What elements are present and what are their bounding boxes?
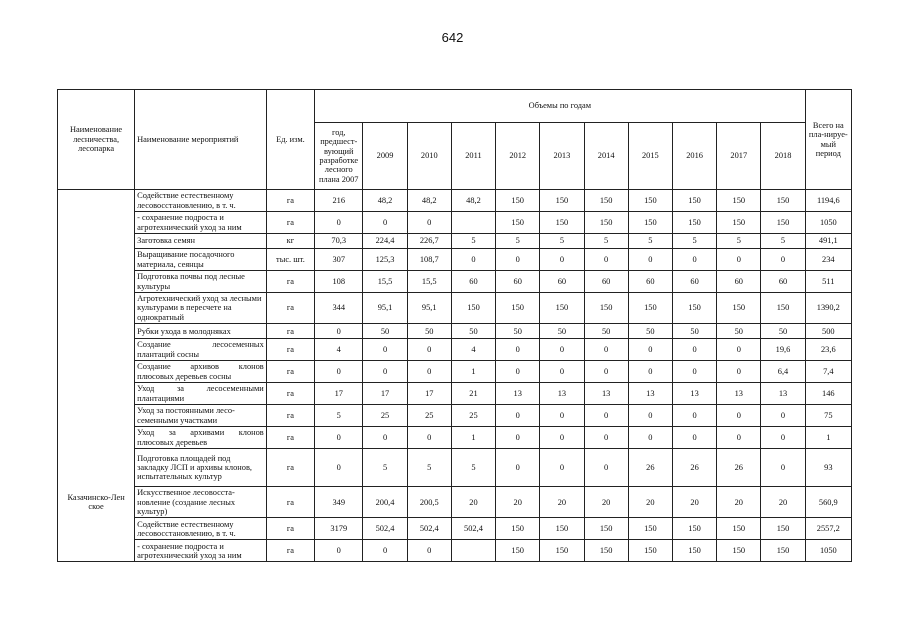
- value-cell: 0: [584, 449, 628, 487]
- value-cell: 0: [540, 249, 584, 271]
- header-year: 2009: [363, 123, 407, 190]
- value-cell: 502,4: [451, 518, 495, 540]
- value-cell: 150: [761, 518, 805, 540]
- header-year: 2018: [761, 123, 805, 190]
- value-cell: 150: [540, 212, 584, 234]
- table-row: [58, 361, 852, 383]
- table-header: [58, 90, 852, 190]
- value-cell: 502,4: [407, 518, 451, 540]
- activity-cell: Рубки ухода в молодняках: [135, 324, 267, 339]
- value-cell: 0: [496, 449, 540, 487]
- header-year: 2010: [407, 123, 451, 190]
- forestry-cell: [58, 339, 135, 361]
- value-cell: 150: [761, 212, 805, 234]
- table-body: [58, 190, 852, 562]
- value-cell: 20: [584, 487, 628, 518]
- forestry-cell: [58, 540, 135, 562]
- value-cell: 150: [717, 212, 761, 234]
- header-unit: Ед. изм.: [266, 90, 314, 190]
- value-cell: 502,4: [363, 518, 407, 540]
- value-cell: 0: [540, 405, 584, 427]
- total-cell: 560,9: [805, 487, 851, 518]
- value-cell: 60: [584, 271, 628, 293]
- value-cell: 150: [584, 540, 628, 562]
- table-row: [58, 427, 852, 449]
- value-cell: 150: [761, 540, 805, 562]
- value-cell: 5: [451, 449, 495, 487]
- table-row: [58, 487, 852, 518]
- total-cell: 7,4: [805, 361, 851, 383]
- value-cell: 13: [540, 383, 584, 405]
- value-cell: 0: [761, 449, 805, 487]
- value-cell: 0: [315, 212, 363, 234]
- value-cell: 0: [628, 339, 672, 361]
- value-cell: 344: [315, 293, 363, 324]
- total-cell: 75: [805, 405, 851, 427]
- value-cell: 0: [672, 405, 716, 427]
- value-cell: 20: [540, 487, 584, 518]
- value-cell: 50: [672, 324, 716, 339]
- unit-cell: га: [266, 405, 314, 427]
- value-cell: 48,2: [407, 190, 451, 212]
- total-cell: 23,6: [805, 339, 851, 361]
- unit-cell: га: [266, 190, 314, 212]
- value-cell: 0: [584, 339, 628, 361]
- total-cell: 491,1: [805, 234, 851, 249]
- value-cell: 20: [628, 487, 672, 518]
- forestry-cell: Казачинско-Лен ское: [58, 487, 135, 518]
- unit-cell: га: [266, 518, 314, 540]
- value-cell: [451, 540, 495, 562]
- value-cell: 50: [363, 324, 407, 339]
- value-cell: 200,4: [363, 487, 407, 518]
- value-cell: 200,5: [407, 487, 451, 518]
- header-year: 2013: [540, 123, 584, 190]
- value-cell: 20: [496, 487, 540, 518]
- value-cell: 0: [717, 427, 761, 449]
- value-cell: 150: [540, 190, 584, 212]
- value-cell: 20: [672, 487, 716, 518]
- forestry-cell: [58, 271, 135, 293]
- forestry-cell: [58, 249, 135, 271]
- value-cell: 150: [717, 540, 761, 562]
- value-cell: 150: [628, 212, 672, 234]
- header-total: Всего на пла-нируе-мый период: [805, 90, 851, 190]
- forestry-cell: [58, 293, 135, 324]
- value-cell: 0: [363, 212, 407, 234]
- value-cell: 0: [496, 427, 540, 449]
- value-cell: 60: [761, 271, 805, 293]
- value-cell: 0: [496, 405, 540, 427]
- value-cell: 108: [315, 271, 363, 293]
- value-cell: 150: [672, 190, 716, 212]
- value-cell: 0: [672, 427, 716, 449]
- value-cell: 0: [761, 405, 805, 427]
- value-cell: 0: [717, 339, 761, 361]
- value-cell: 150: [496, 293, 540, 324]
- value-cell: 0: [540, 449, 584, 487]
- value-cell: 0: [628, 405, 672, 427]
- value-cell: 150: [672, 212, 716, 234]
- value-cell: 50: [451, 324, 495, 339]
- value-cell: 60: [540, 271, 584, 293]
- table-row: [58, 449, 852, 487]
- header-year: 2016: [672, 123, 716, 190]
- value-cell: 0: [717, 361, 761, 383]
- header-year: 2014: [584, 123, 628, 190]
- value-cell: 0: [584, 249, 628, 271]
- unit-cell: га: [266, 324, 314, 339]
- value-cell: 0: [407, 361, 451, 383]
- value-cell: 20: [451, 487, 495, 518]
- value-cell: 50: [584, 324, 628, 339]
- activity-cell: Подготовка площадей под закладку ЛСП и архивы клонов, испытательных культур: [135, 449, 267, 487]
- value-cell: 0: [363, 361, 407, 383]
- table-row: [58, 339, 852, 361]
- value-cell: 150: [717, 293, 761, 324]
- value-cell: 5: [315, 405, 363, 427]
- header-year: 2017: [717, 123, 761, 190]
- value-cell: 60: [451, 271, 495, 293]
- value-cell: 150: [761, 190, 805, 212]
- activity-cell: Уход за лесосеменными плантациями: [135, 383, 267, 405]
- value-cell: 307: [315, 249, 363, 271]
- forestry-cell: [58, 518, 135, 540]
- value-cell: 70,3: [315, 234, 363, 249]
- value-cell: 0: [496, 249, 540, 271]
- activity-cell: Агротехнический уход за лесными культурами в пересчете на однократный: [135, 293, 267, 324]
- value-cell: 19,6: [761, 339, 805, 361]
- value-cell: 5: [761, 234, 805, 249]
- unit-cell: тыс. шт.: [266, 249, 314, 271]
- value-cell: 5: [628, 234, 672, 249]
- total-cell: 93: [805, 449, 851, 487]
- activity-cell: Создание архивов клонов плюсовых деревьев сосны: [135, 361, 267, 383]
- value-cell: 0: [672, 361, 716, 383]
- value-cell: 150: [717, 190, 761, 212]
- value-cell: 125,3: [363, 249, 407, 271]
- value-cell: 95,1: [407, 293, 451, 324]
- activity-cell: Содействие естественному лесовосстановлению, в т. ч.: [135, 518, 267, 540]
- value-cell: 0: [407, 427, 451, 449]
- value-cell: 17: [363, 383, 407, 405]
- value-cell: 26: [628, 449, 672, 487]
- unit-cell: га: [266, 487, 314, 518]
- header-year: 2015: [628, 123, 672, 190]
- table-row: [58, 293, 852, 324]
- value-cell: 349: [315, 487, 363, 518]
- table-row: [58, 271, 852, 293]
- total-cell: 2557,2: [805, 518, 851, 540]
- value-cell: 0: [315, 540, 363, 562]
- value-cell: 0: [315, 449, 363, 487]
- value-cell: 108,7: [407, 249, 451, 271]
- forestry-cell: [58, 427, 135, 449]
- value-cell: 21: [451, 383, 495, 405]
- value-cell: 25: [451, 405, 495, 427]
- value-cell: 5: [496, 234, 540, 249]
- value-cell: 26: [672, 449, 716, 487]
- value-cell: 5: [672, 234, 716, 249]
- value-cell: 95,1: [363, 293, 407, 324]
- forestry-cell: [58, 234, 135, 249]
- value-cell: 0: [628, 427, 672, 449]
- value-cell: 60: [628, 271, 672, 293]
- table-row: [58, 190, 852, 212]
- value-cell: 150: [628, 540, 672, 562]
- value-cell: 0: [672, 339, 716, 361]
- value-cell: 17: [315, 383, 363, 405]
- value-cell: 0: [315, 324, 363, 339]
- value-cell: 17: [407, 383, 451, 405]
- value-cell: 0: [584, 427, 628, 449]
- value-cell: 20: [717, 487, 761, 518]
- header-volumes: Объемы по годам: [315, 90, 806, 123]
- table-row: [58, 249, 852, 271]
- forestry-cell: [58, 324, 135, 339]
- value-cell: 4: [451, 339, 495, 361]
- value-cell: 50: [496, 324, 540, 339]
- header-forestry: Наименование лесничества, лесопарка: [58, 90, 135, 190]
- total-cell: 511: [805, 271, 851, 293]
- total-cell: 1050: [805, 212, 851, 234]
- activity-cell: Подготовка почвы под лесные культуры: [135, 271, 267, 293]
- value-cell: 5: [451, 234, 495, 249]
- total-cell: 1390,2: [805, 293, 851, 324]
- table-row: [58, 324, 852, 339]
- value-cell: 48,2: [451, 190, 495, 212]
- value-cell: 60: [672, 271, 716, 293]
- value-cell: 0: [407, 339, 451, 361]
- forestry-cell: [58, 361, 135, 383]
- forestry-cell: [58, 212, 135, 234]
- value-cell: 0: [761, 427, 805, 449]
- value-cell: 25: [407, 405, 451, 427]
- value-cell: 4: [315, 339, 363, 361]
- activity-cell: Выращивание посадочного материала, сеянцы: [135, 249, 267, 271]
- value-cell: 0: [496, 339, 540, 361]
- table-row: [58, 234, 852, 249]
- value-cell: 150: [672, 293, 716, 324]
- value-cell: 0: [363, 540, 407, 562]
- value-cell: 15,5: [363, 271, 407, 293]
- value-cell: 0: [407, 540, 451, 562]
- value-cell: 150: [496, 518, 540, 540]
- value-cell: 150: [628, 190, 672, 212]
- value-cell: 150: [496, 190, 540, 212]
- table-row: [58, 383, 852, 405]
- value-cell: 0: [628, 361, 672, 383]
- page-number: 642: [441, 30, 464, 45]
- value-cell: 5: [407, 449, 451, 487]
- value-cell: 0: [363, 339, 407, 361]
- unit-cell: га: [266, 212, 314, 234]
- value-cell: 226,7: [407, 234, 451, 249]
- value-cell: 5: [584, 234, 628, 249]
- activity-cell: Уход за постоянными лесо-семенными участками: [135, 405, 267, 427]
- value-cell: 0: [584, 361, 628, 383]
- value-cell: 0: [584, 405, 628, 427]
- value-cell: 60: [496, 271, 540, 293]
- value-cell: 60: [717, 271, 761, 293]
- value-cell: 5: [717, 234, 761, 249]
- value-cell: 20: [761, 487, 805, 518]
- activity-cell: Уход за архивами клонов плюсовых деревьев: [135, 427, 267, 449]
- value-cell: 150: [496, 540, 540, 562]
- value-cell: 0: [496, 361, 540, 383]
- value-cell: 5: [540, 234, 584, 249]
- value-cell: 1: [451, 361, 495, 383]
- unit-cell: кг: [266, 234, 314, 249]
- header-year: 2011: [451, 123, 495, 190]
- value-cell: 5: [363, 449, 407, 487]
- value-cell: 13: [672, 383, 716, 405]
- value-cell: 15,5: [407, 271, 451, 293]
- unit-cell: га: [266, 271, 314, 293]
- activity-cell: - сохранение подроста и агротехнический уход за ним: [135, 212, 267, 234]
- value-cell: 50: [717, 324, 761, 339]
- total-cell: 1050: [805, 540, 851, 562]
- value-cell: 13: [496, 383, 540, 405]
- value-cell: 0: [315, 427, 363, 449]
- activity-cell: Заготовка семян: [135, 234, 267, 249]
- unit-cell: га: [266, 540, 314, 562]
- value-cell: 0: [717, 405, 761, 427]
- header-activity: Наименование мероприятий: [135, 90, 267, 190]
- value-cell: 1: [451, 427, 495, 449]
- value-cell: 0: [761, 249, 805, 271]
- value-cell: 224,4: [363, 234, 407, 249]
- value-cell: 150: [628, 518, 672, 540]
- value-cell: 150: [717, 518, 761, 540]
- unit-cell: га: [266, 449, 314, 487]
- unit-cell: га: [266, 339, 314, 361]
- value-cell: 48,2: [363, 190, 407, 212]
- value-cell: 150: [584, 518, 628, 540]
- value-cell: 6,4: [761, 361, 805, 383]
- table-row: [58, 540, 852, 562]
- table-row: [58, 518, 852, 540]
- value-cell: 26: [717, 449, 761, 487]
- table-row: [58, 405, 852, 427]
- unit-cell: га: [266, 427, 314, 449]
- forestry-cell: [58, 449, 135, 487]
- value-cell: 150: [672, 540, 716, 562]
- value-cell: 0: [407, 212, 451, 234]
- unit-cell: га: [266, 293, 314, 324]
- activity-cell: Содействие естественному лесовосстановлению, в т. ч.: [135, 190, 267, 212]
- value-cell: 150: [584, 293, 628, 324]
- value-cell: 150: [496, 212, 540, 234]
- value-cell: 13: [628, 383, 672, 405]
- activity-cell: Создание лесосеменных плантаций сосны: [135, 339, 267, 361]
- value-cell: 0: [672, 249, 716, 271]
- value-cell: 150: [761, 293, 805, 324]
- value-cell: 0: [451, 249, 495, 271]
- value-cell: 216: [315, 190, 363, 212]
- value-cell: 0: [315, 361, 363, 383]
- value-cell: 13: [761, 383, 805, 405]
- total-cell: 1: [805, 427, 851, 449]
- value-cell: [451, 212, 495, 234]
- value-cell: 150: [451, 293, 495, 324]
- value-cell: 150: [628, 293, 672, 324]
- activity-cell: - сохранение подроста и агротехнический уход за ним: [135, 540, 267, 562]
- table-row: [58, 212, 852, 234]
- value-cell: 50: [407, 324, 451, 339]
- header-year: 2012: [496, 123, 540, 190]
- total-cell: 1194,6: [805, 190, 851, 212]
- value-cell: 0: [540, 361, 584, 383]
- value-cell: 0: [628, 249, 672, 271]
- value-cell: 0: [540, 339, 584, 361]
- forestry-cell: [58, 405, 135, 427]
- value-cell: 150: [540, 540, 584, 562]
- value-cell: 150: [672, 518, 716, 540]
- total-cell: 500: [805, 324, 851, 339]
- forestry-cell: [58, 383, 135, 405]
- value-cell: 3179: [315, 518, 363, 540]
- value-cell: 150: [540, 518, 584, 540]
- value-cell: 13: [717, 383, 761, 405]
- plan-table: [57, 89, 852, 562]
- value-cell: 150: [584, 190, 628, 212]
- unit-cell: га: [266, 361, 314, 383]
- activity-cell: Искусственное лесовосста-новление (создание лесных культур): [135, 487, 267, 518]
- header-prev-year: год, предшест-вующий разработке лесного плана 2007: [315, 123, 363, 190]
- value-cell: 50: [761, 324, 805, 339]
- forestry-cell: [58, 190, 135, 212]
- value-cell: 25: [363, 405, 407, 427]
- value-cell: 150: [584, 212, 628, 234]
- total-cell: 146: [805, 383, 851, 405]
- unit-cell: га: [266, 383, 314, 405]
- value-cell: 0: [717, 249, 761, 271]
- value-cell: 13: [584, 383, 628, 405]
- value-cell: 50: [540, 324, 584, 339]
- total-cell: 234: [805, 249, 851, 271]
- value-cell: 150: [540, 293, 584, 324]
- value-cell: 50: [628, 324, 672, 339]
- value-cell: 0: [540, 427, 584, 449]
- value-cell: 0: [363, 427, 407, 449]
